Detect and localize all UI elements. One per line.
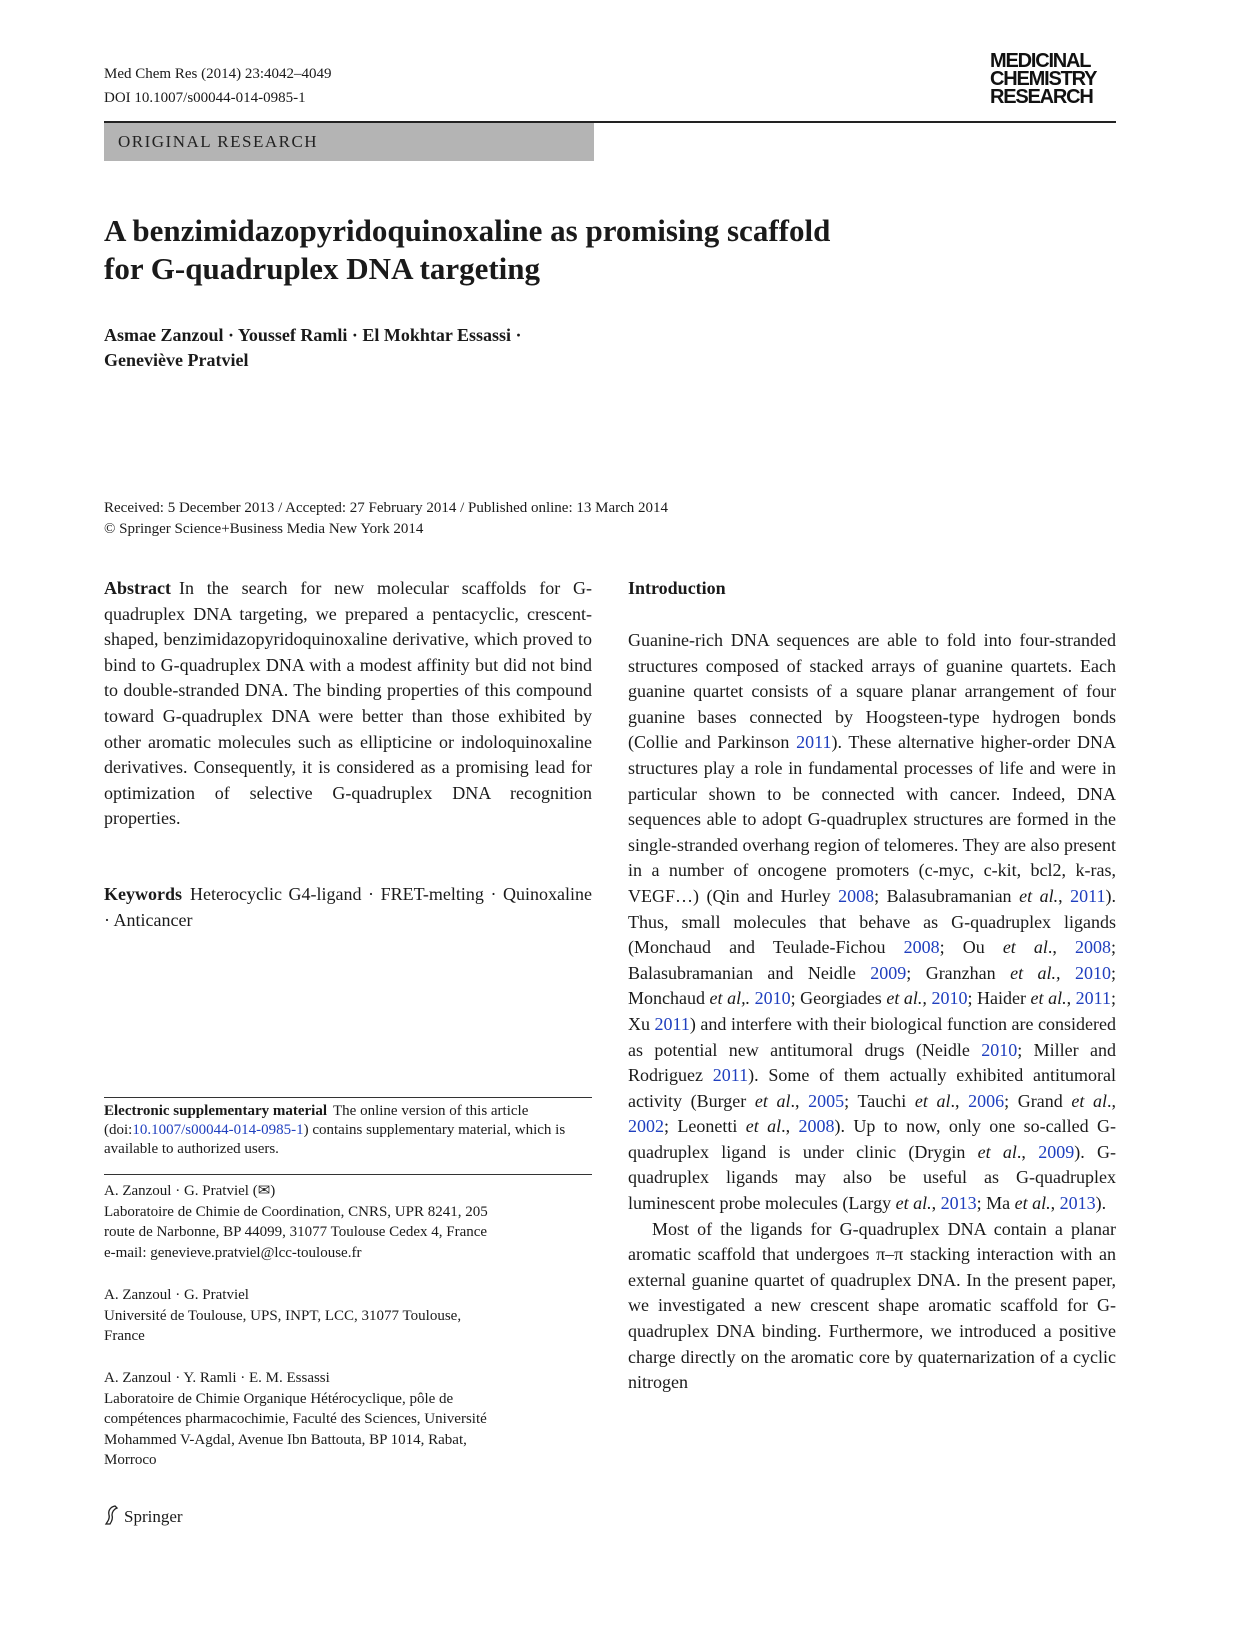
paragraph-text: ). G-quadruplex ligands may also be useful as G-quadruplex luminescent probe molecules (Largy xyxy=(628,1141,1116,1214)
italic-text: et al. xyxy=(1014,1193,1051,1214)
italic-text: et al., xyxy=(886,988,927,1009)
abstract-label: Abstract xyxy=(104,578,171,598)
paragraph-text: ; Granzhan xyxy=(906,962,1011,983)
citation-link[interactable]: 2010 xyxy=(981,1039,1018,1060)
citation-link[interactable]: 2008 xyxy=(1075,937,1111,958)
citation-link[interactable]: 2010 xyxy=(754,988,791,1009)
paragraph-text: ; Xu xyxy=(628,988,1116,1034)
affiliation-line: route de Narbonne, BP 44099, 31077 Toulouse Cedex 4, France xyxy=(104,1224,488,1240)
affiliation-names-end: ) xyxy=(270,1183,276,1199)
italic-text: et al xyxy=(754,1090,791,1111)
citation-link[interactable]: 2008 xyxy=(838,885,875,906)
italic-text: et al xyxy=(1002,937,1048,958)
paragraph-text: , xyxy=(1058,885,1071,906)
abstract xyxy=(104,576,592,832)
affiliation-authors: A. Zanzoul · G. Pratviel xyxy=(104,1287,249,1303)
paragraph-text: ., xyxy=(950,1090,969,1111)
affiliation-block xyxy=(104,1368,592,1471)
journal-logo xyxy=(990,52,1114,106)
esm-text: ) contains supplementary material, which is available to authorized users. xyxy=(104,1122,566,1157)
logo-line: MEDICINAL xyxy=(990,50,1091,72)
paragraph-text: , xyxy=(931,1193,941,1214)
esm-text: The online version of this article (doi: xyxy=(104,1103,529,1138)
title-line: A benzimidazopyridoquinoxaline as promising scaffold xyxy=(104,213,831,248)
affiliation-email[interactable]: e-mail: genevieve.pratviel@lcc-toulouse.fr xyxy=(104,1244,362,1261)
citation-link[interactable]: 2013 xyxy=(940,1193,977,1214)
introduction-heading: Introduction xyxy=(628,578,726,598)
esm-divider-top xyxy=(104,1097,592,1098)
affiliation-line: compétences pharmacochimie, Faculté des Sciences, Université xyxy=(104,1411,487,1427)
publication-dates xyxy=(104,498,1004,540)
paragraph-text: , xyxy=(1066,988,1076,1009)
italic-text: et al. xyxy=(895,1193,932,1214)
paragraph-text: ; Haider xyxy=(967,988,1031,1009)
citation-link[interactable]: 2005 xyxy=(808,1090,845,1111)
affiliation-line: Laboratoire de Chimie Organique Hétérocyclique, pôle de xyxy=(104,1390,454,1407)
citation-link[interactable]: 2013 xyxy=(1059,1193,1096,1214)
paragraph-text: ., xyxy=(1047,937,1075,958)
authors-line: Asmae Zanzoul · Youssef Ramli · El Mokhtar Essassi · xyxy=(104,325,522,345)
paragraph-text: ., xyxy=(790,1090,809,1111)
affiliation-line: Mohammed V-Agdal, Avenue Ibn Battouta, BP 1014, Rabat, xyxy=(104,1431,467,1448)
affiliation-authors: A. Zanzoul · Y. Ramli · E. M. Essassi xyxy=(104,1370,330,1386)
author-list xyxy=(104,323,804,373)
citation-link[interactable]: 2011 xyxy=(1075,988,1111,1009)
paragraph-text: ; Monchaud xyxy=(628,962,1116,1009)
article-type-band: ORIGINAL RESEARCH xyxy=(104,123,594,161)
title-line: for G-quadruplex DNA targeting xyxy=(104,251,541,286)
affiliation-line: France xyxy=(104,1328,145,1344)
affiliation-block xyxy=(104,1181,592,1263)
article-title xyxy=(104,212,1004,288)
italic-text: et al xyxy=(1071,1090,1107,1111)
citation-link[interactable]: 2011 xyxy=(796,732,832,753)
citation-link[interactable]: 2010 xyxy=(1074,962,1111,983)
logo-line: CHEMISTRY xyxy=(990,68,1097,90)
mail-icon: ✉ xyxy=(257,1183,271,1199)
paragraph-text: ; Leonetti xyxy=(664,1116,746,1137)
italic-text: et al. xyxy=(1019,885,1059,906)
citation-link[interactable]: 2008 xyxy=(798,1116,835,1137)
introduction-body xyxy=(628,628,1116,1396)
introduction-paragraph xyxy=(628,628,1116,1217)
springer-horse-icon xyxy=(104,1504,120,1526)
paragraph-text: , xyxy=(1050,1193,1060,1214)
affiliation-block xyxy=(104,1285,592,1347)
paragraph-text: ; Georgiades xyxy=(790,988,887,1009)
esm-label: Electronic supplementary material xyxy=(104,1103,328,1119)
article-doi: DOI 10.1007/s00044-014-0985-1 xyxy=(104,90,306,106)
citation-link[interactable]: 2011 xyxy=(712,1065,749,1086)
citation-link[interactable]: 2009 xyxy=(1038,1141,1075,1162)
publisher-name: Springer xyxy=(124,1507,183,1526)
citation-link[interactable]: 2011 xyxy=(654,1013,690,1034)
paragraph-text: ). These alternative higher-order DNA structures play a role in fundamental processes of life and were in particular shown to be connected with cancer. Indeed, DNA sequences able to adopt G-quadruplex structures are formed in the single-stranded overhang region of telomeres. They are also present in a number of oncogene promoters (c-myc, c-kit, bcl2, k-ras, VEGF…) (Qin and Hurley xyxy=(628,732,1117,906)
journal-reference xyxy=(104,62,331,110)
paragraph-text: ; Ou xyxy=(939,937,1003,958)
springer-logo xyxy=(104,1504,183,1529)
paragraph-text: ; Grand xyxy=(1004,1090,1072,1111)
journal-citation: Med Chem Res (2014) 23:4042–4049 xyxy=(104,66,332,82)
esm-doi-link[interactable]: 10.1007/s00044-014-0985-1 xyxy=(132,1122,304,1138)
citation-link[interactable]: 2011 xyxy=(1070,885,1106,906)
history-dates: Received: 5 December 2013 / Accepted: 27 February 2014 / Published online: 13 March 2014 xyxy=(104,500,669,516)
citation-link[interactable]: 2009 xyxy=(870,962,907,983)
citation-link[interactable]: 2010 xyxy=(931,988,968,1009)
paragraph-text: ; Miller and Rodriguez xyxy=(628,1039,1117,1086)
citation-link[interactable]: 2006 xyxy=(968,1090,1005,1111)
paragraph-text: ). Up to now, only one so-called G-quadruplex ligand is under clinic (Drygin xyxy=(628,1116,1117,1162)
supplementary-note xyxy=(104,1102,592,1159)
paragraph-text: Guanine-rich DNA sequences are able to fold into four-stranded structures composed of stacked arrays of guanine quartets. Each guanine quartet consists of a square planar arrangement of four guanine bases connected by Hoogsteen-type hydrogen bonds (Collie and Parkinson xyxy=(628,630,1116,753)
italic-text: et al xyxy=(977,1141,1017,1162)
keywords-label: Keywords xyxy=(104,884,182,904)
italic-text: et al,. xyxy=(709,988,751,1009)
italic-text: et al xyxy=(914,1090,951,1111)
paragraph-text: ; Balasubramanian and Neidle xyxy=(628,937,1117,983)
paragraph-text: ) and interfere with their biological function are considered as potential new antitumoral drugs (Neidle xyxy=(628,1013,1116,1060)
esm-divider-bottom xyxy=(104,1174,592,1175)
paragraph-text: ; Balasubramanian xyxy=(874,885,1020,906)
paragraph-text: ; Tauchi xyxy=(844,1090,915,1111)
paragraph-text: ., xyxy=(1107,1090,1116,1111)
copyright-line: © Springer Science+Business Media New York 2014 xyxy=(104,521,424,537)
paragraph-text: ). xyxy=(1095,1193,1107,1214)
affiliation-line: Morroco xyxy=(104,1452,157,1468)
affiliation-names: A. Zanzoul · G. Pratviel ( xyxy=(104,1183,258,1199)
paragraph-text: ; Ma xyxy=(976,1193,1015,1214)
paragraph-text: ). Thus, small molecules that behave as G-quadruplex ligands (Monchaud and Teulade-Fichou xyxy=(628,885,1116,958)
italic-text: et al xyxy=(745,1116,782,1137)
abstract-text: In the search for new molecular scaffolds for G-quadruplex DNA targeting, we prepared a pentacyclic, crescent-shaped, benzimidazopyridoquinoxaline derivative, which proved to bind to G-quadruplex DNA with a modest affinity but did not bind to double-stranded DNA. The binding properties of this compound toward G-quadruplex DNA were better than those exhibited by other aromatic molecules such as ellipticine or indoloquinoxaline derivatives. Consequently, it is considered as a promising lead for optimization of selective G-quadruplex DNA recognition properties. xyxy=(104,578,592,829)
paragraph-text xyxy=(1061,963,1075,983)
italic-text: et al. xyxy=(1030,988,1067,1009)
keywords-text: Heterocyclic G4-ligand · FRET-melting · Quinoxaline · Anticancer xyxy=(104,884,592,930)
affiliation-line: Laboratoire de Chimie de Coordination, CNRS, UPR 8241, 205 xyxy=(104,1203,488,1220)
citation-link[interactable]: 2002 xyxy=(628,1116,664,1137)
paragraph-text: ). Some of them actually exhibited antitumoral activity (Burger xyxy=(628,1065,1116,1111)
paragraph-text: ., xyxy=(781,1116,799,1137)
affiliation-authors xyxy=(104,1181,592,1202)
keywords xyxy=(104,882,592,933)
affiliation-line: Université de Toulouse, UPS, INPT, LCC, 31077 Toulouse, xyxy=(104,1307,462,1324)
introduction-paragraph: Most of the ligands for G-quadruplex DNA contain a planar aromatic scaffold that undergoes π–π stacking interaction with an external guanine quartet of quadruplex DNA. In the present paper, we investigated a new crescent shape aromatic scaffold for G-quadruplex DNA binding. Furthermore, we introduced a positive charge directly on the aromatic core by quaternarization of a cyclic nitrogen xyxy=(628,1218,1116,1393)
citation-link[interactable]: 2008 xyxy=(903,937,940,958)
logo-line: RESEARCH xyxy=(990,86,1093,108)
paragraph-text: ., xyxy=(1016,1141,1039,1162)
authors-line: Geneviève Pratviel xyxy=(104,350,249,370)
italic-text: et al., xyxy=(1010,962,1061,983)
